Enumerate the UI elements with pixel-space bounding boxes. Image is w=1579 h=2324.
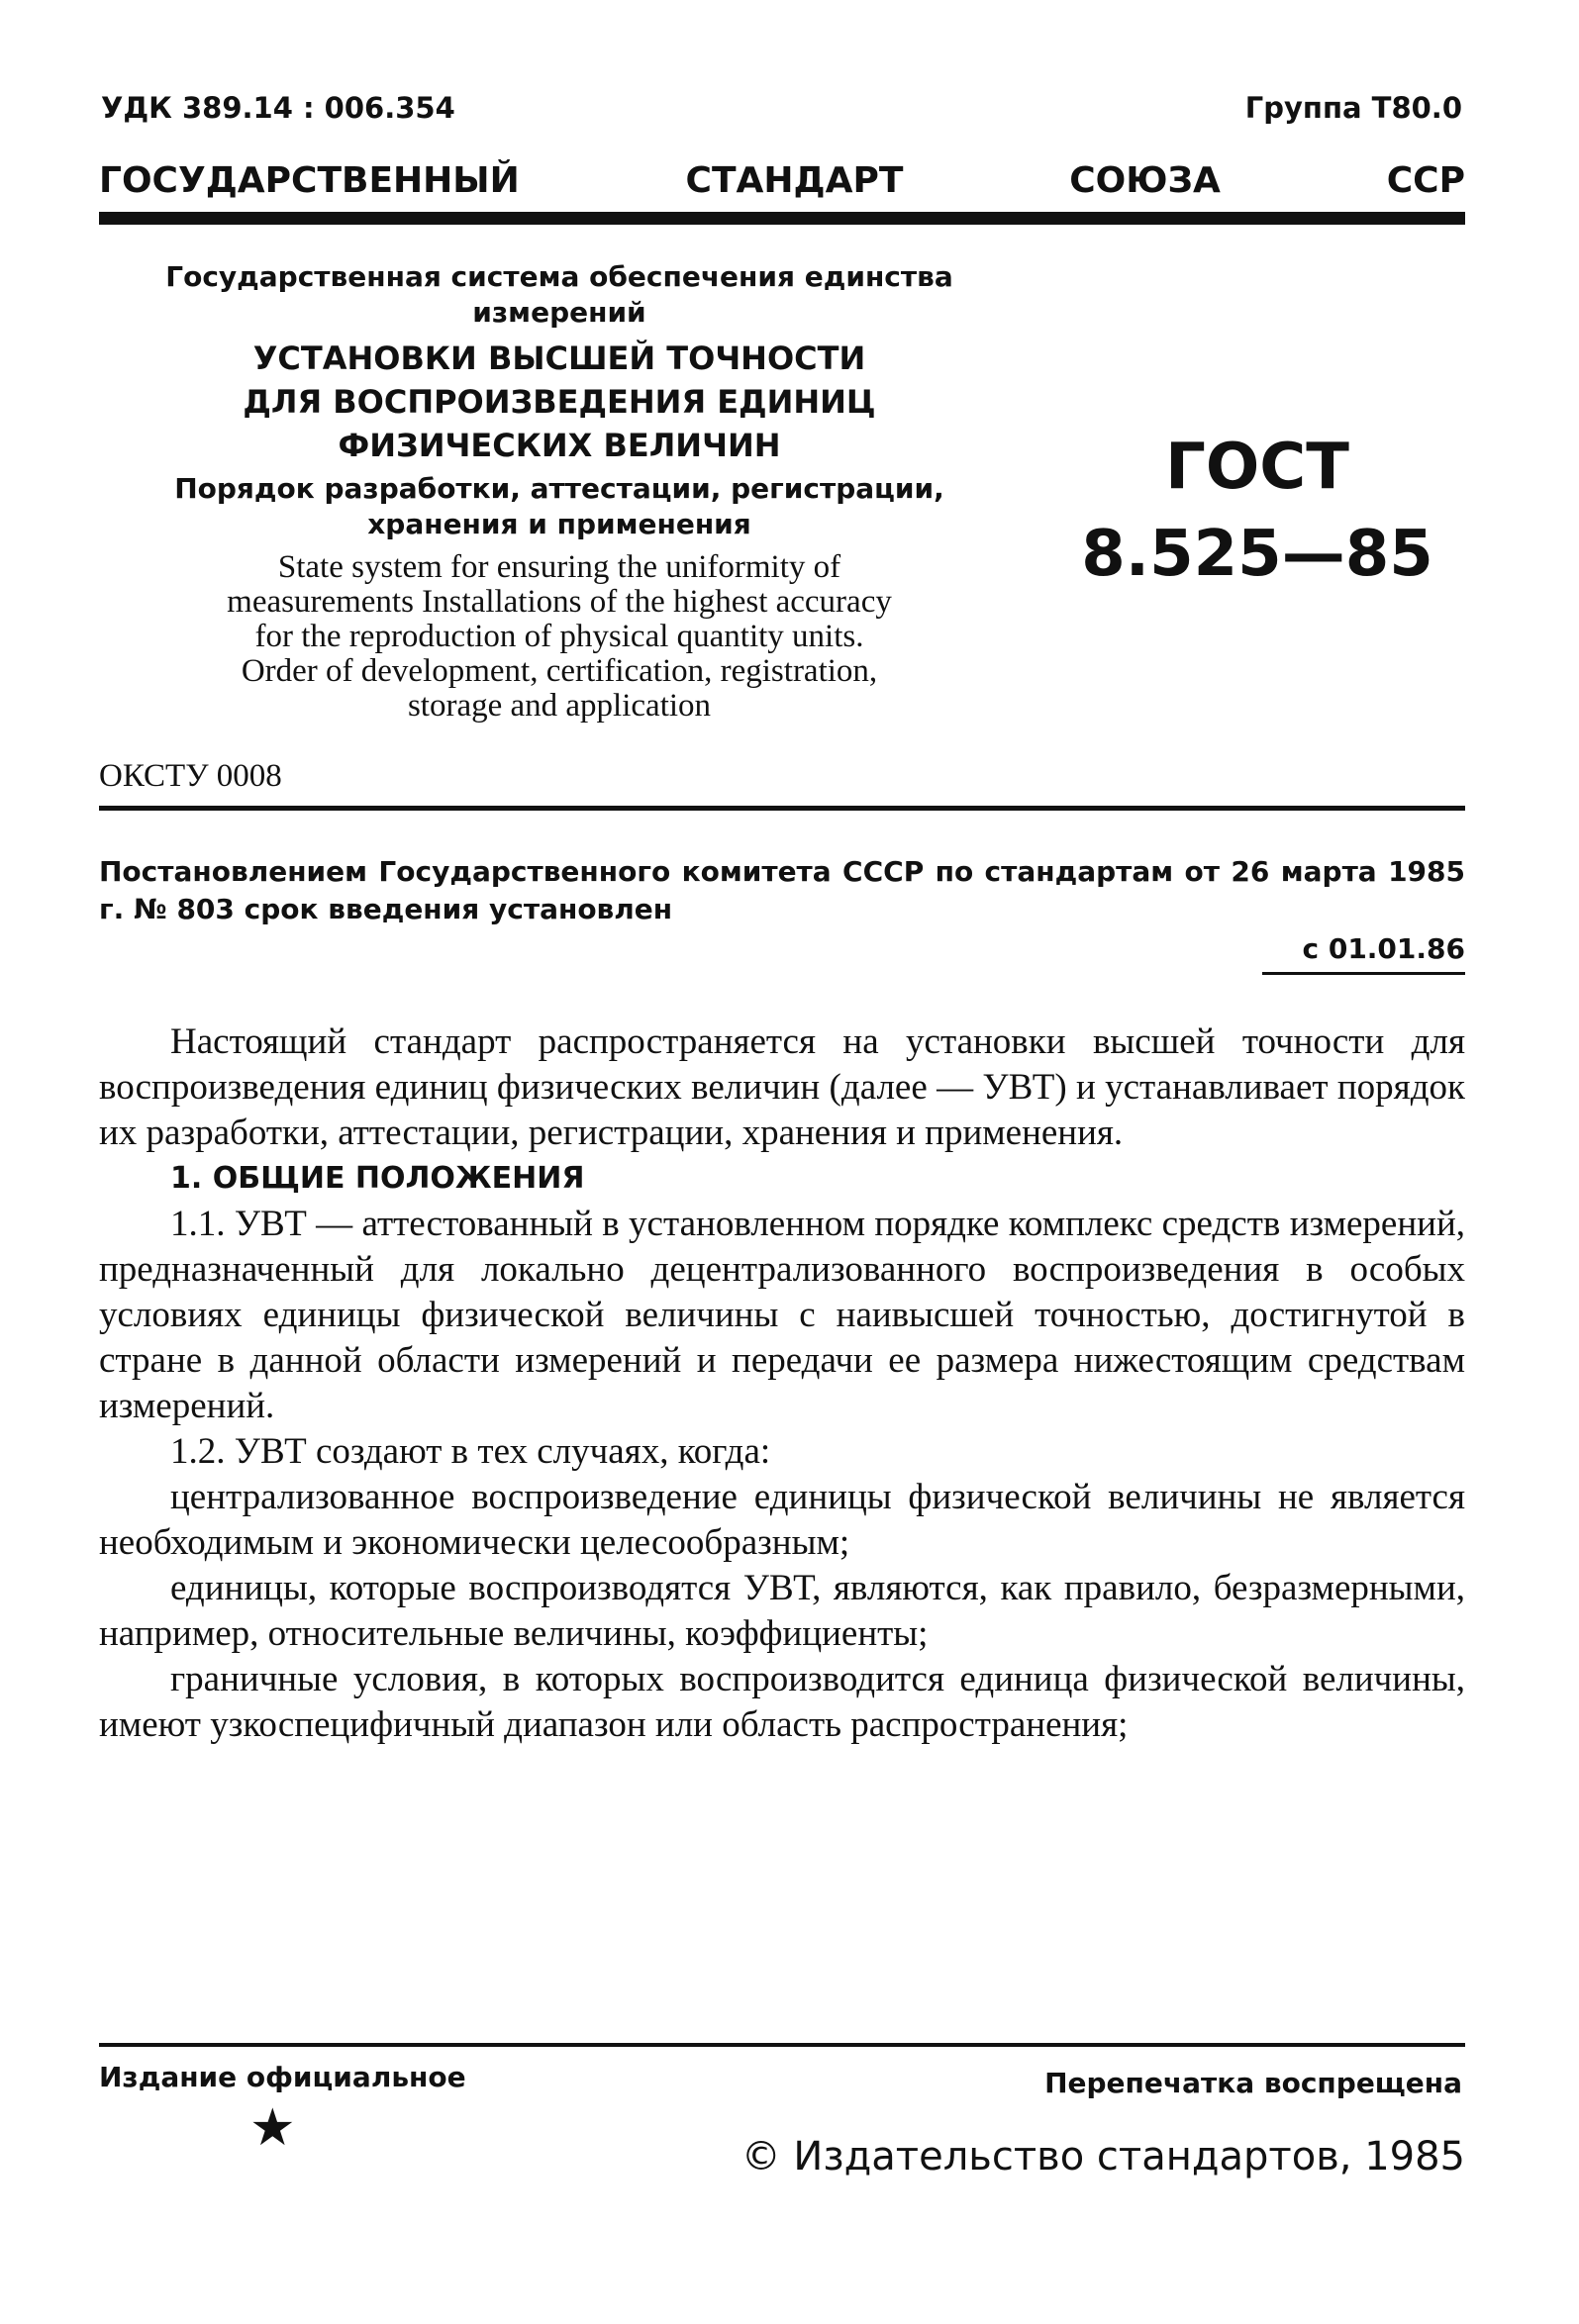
gost-label: ГОСТ: [1165, 431, 1349, 504]
title-block: [148, 259, 970, 724]
top-rule: [99, 212, 1465, 225]
banner-word: ССР: [1386, 160, 1465, 201]
english-line: Order of development, certification, registration,: [241, 653, 878, 689]
group-code: Группа Т80.0: [1244, 91, 1462, 125]
gost-designation: [1049, 424, 1465, 598]
star-icon: ★: [249, 2098, 296, 2158]
middle-rule: [99, 806, 1465, 811]
section-heading: 1. ОБЩИЕ ПОЛОЖЕНИЯ: [170, 1161, 585, 1196]
effective-date: с 01.01.86: [1302, 932, 1465, 965]
document-body: [99, 1019, 1465, 1748]
decree-text: Постановлением Государственного комитета СССР по стандартам от 26 марта 1985 г. № 803 срок введения установлен: [99, 855, 1465, 925]
intro-paragraph: Настоящий стандарт распространяется на установки высшей точности для воспроизведения единиц физических величин (далее — УВТ) и устанавливает порядок их разработки, аттестации, регистрации, хранения и применения.: [99, 1021, 1465, 1153]
clause-1-1: 1.1. УВТ — аттестованный в установленном порядке комплекс средств измерений, предназначенный для локально децентрализованного воспроизведения в особых условиях единицы физической величины с наивысшей точностью, достигнутой в стране в данной области измерений и передачи ее размера нижестоящим средствам измерений.: [99, 1204, 1465, 1426]
banner-word: СТАНДАРТ: [685, 160, 904, 201]
subtitle-line: хранения и применения: [367, 508, 751, 540]
gost-number: 8.525—85: [1081, 518, 1433, 591]
copyright-notice: © Издательство стандартов, 1985: [740, 2134, 1465, 2179]
english-line: storage and application: [407, 688, 712, 724]
document-subtitle: [148, 471, 970, 542]
title-line: ДЛЯ ВОСПРОИЗВЕДЕНИЯ ЕДИНИЦ: [243, 383, 876, 421]
english-title: [148, 550, 970, 724]
reprint-notice: Перепечатка воспрещена: [1044, 2067, 1462, 2099]
clause-1-2: 1.2. УВТ создают в тех случаях, когда:: [170, 1431, 771, 1472]
banner-word: ГОСУДАРСТВЕННЫЙ: [99, 160, 520, 201]
udk-code: УДК 389.14 : 006.354: [101, 91, 455, 125]
okstu-code: ОКСТУ 0008: [99, 758, 282, 794]
bottom-rule: [99, 2043, 1465, 2047]
subtitle-line: Порядок разработки, аттестации, регистрации,: [174, 472, 944, 505]
title-line: УСТАНОВКИ ВЫСШЕЙ ТОЧНОСТИ: [252, 339, 866, 377]
clause-case: централизованное воспроизведение единицы физической величины не является необходимым и экономически целесообразным;: [99, 1477, 1465, 1563]
english-line: State system for ensuring the uniformity of: [277, 549, 841, 585]
english-line: for the reproduction of physical quantity units.: [254, 619, 864, 654]
series-title: Государственная система обеспечения единства измерений: [165, 260, 953, 329]
title-line: ФИЗИЧЕСКИХ ВЕЛИЧИН: [338, 427, 781, 464]
date-underline: [1262, 972, 1465, 975]
clause-case: граничные условия, в которых воспроизводится единица физической величины, имеют узкоспецифичный диапазон или область распространения;: [99, 1659, 1465, 1745]
state-standard-banner: [99, 160, 1465, 201]
clause-case: единицы, которые воспроизводятся УВТ, являются, как правило, безразмерными, например, относительные величины, коэффициенты;: [99, 1568, 1465, 1654]
document-title: [148, 337, 970, 467]
official-edition: Издание официальное: [99, 2061, 466, 2093]
english-line: measurements Installations of the highest accuracy: [227, 584, 892, 620]
banner-word: СОЮЗА: [1069, 160, 1221, 201]
